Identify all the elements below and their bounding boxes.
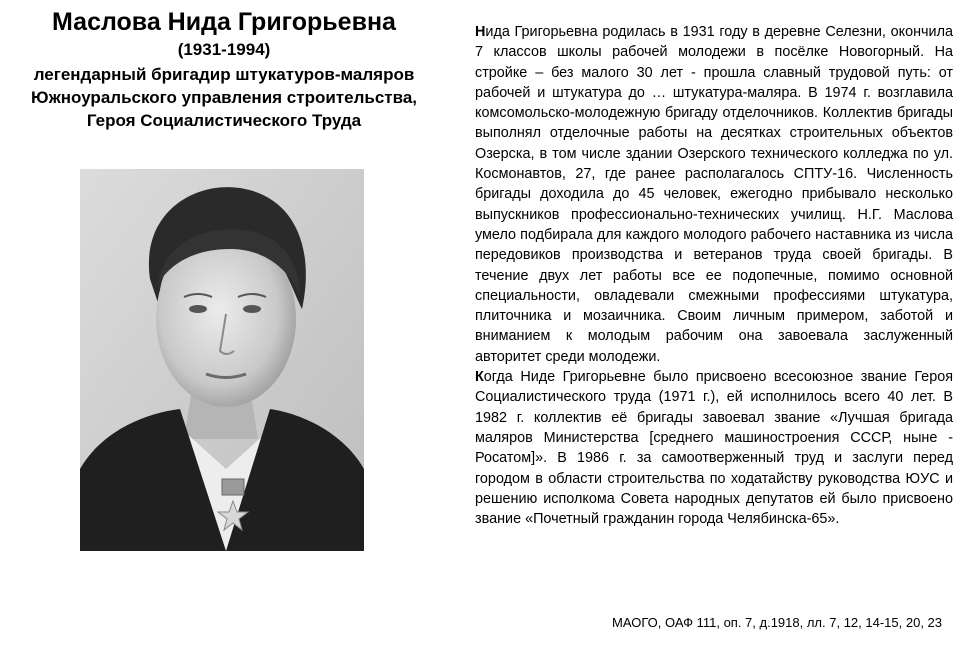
title-line-1: легендарный бригадир штукатуров-маляров (33, 65, 415, 84)
title-line-2: Южноуральского управления строительства, (30, 88, 418, 107)
header (0, 6, 448, 132)
person-name: Маслова Нида Григорьевна (52, 8, 396, 36)
portrait-photo (80, 169, 364, 551)
drop-initial: К (475, 369, 484, 386)
paragraph-text: огда Ниде Григорьевне было присвоено всесоюзное звание Героя Социалистического труда (1971 г.), ей исполнилось всего 40 лет. В 1982 г. коллектив её бригады завоевал звание «Лучшая бригада маляров Министерства [среднего машиностроения СССР, ныне - Росатом]». В 1986 г. за самоотверженный труд и заслуги перед городом в области строительства по ходатайству руководства ЮУС и решению исполкома Совета народных депутатов ей было присвоено звание «Почетный гражданин города Челябинска-65». (475, 369, 953, 528)
portrait-illustration (80, 169, 364, 551)
biography-paragraph-1 (475, 22, 953, 367)
biography-text (475, 22, 953, 529)
biography-paragraph-2 (475, 367, 953, 529)
drop-initial: Н (475, 24, 486, 40)
life-years: (1931-1994) (177, 40, 271, 59)
paragraph-text: ида Григорьевна родилась в 1931 году в деревне Селезни, окончила 7 классов школы рабочей молодежи в посёлке Новогорный. На стройке – без малого 30 лет - прошла славный трудовой путь: от рабочей и штукатура до … штукатура-маляра. В 1974 г. возглавила комсомольско-молодежную бригаду отделочников. Коллектив бригады выполнял отделочные работы на десятках строительных объектов Озерска, в том числе здании Озерского технического колледжа по ул. Космонавтов, 27, где ранее располагалось СПТУ-16. Численность бригады доходила до 45 человек, ежегодно прибывало несколько выпускников профессионально-технических училищ. Н.Г. Маслова умело подбирала для каждого молодого рабочего наставника из числа передовиков производства и ветеранов труда своей бригады. В течение двух лет работы все ее подопечные, помимо основной специальности, овладевали смежными профессиями штукатура, плиточника и мозаичника. Своим личным примером, заботой и вниманием к молодым рабочим она завоевала заслуженный авторитет среди молодежи. (475, 24, 953, 365)
archive-source-reference: МАОГО, ОАФ 111, оп. 7, д.1918, лл. 7, 12, 14-15, 20, 23 (612, 615, 942, 630)
title-line-3: Героя Социалистического Труда (86, 111, 362, 130)
